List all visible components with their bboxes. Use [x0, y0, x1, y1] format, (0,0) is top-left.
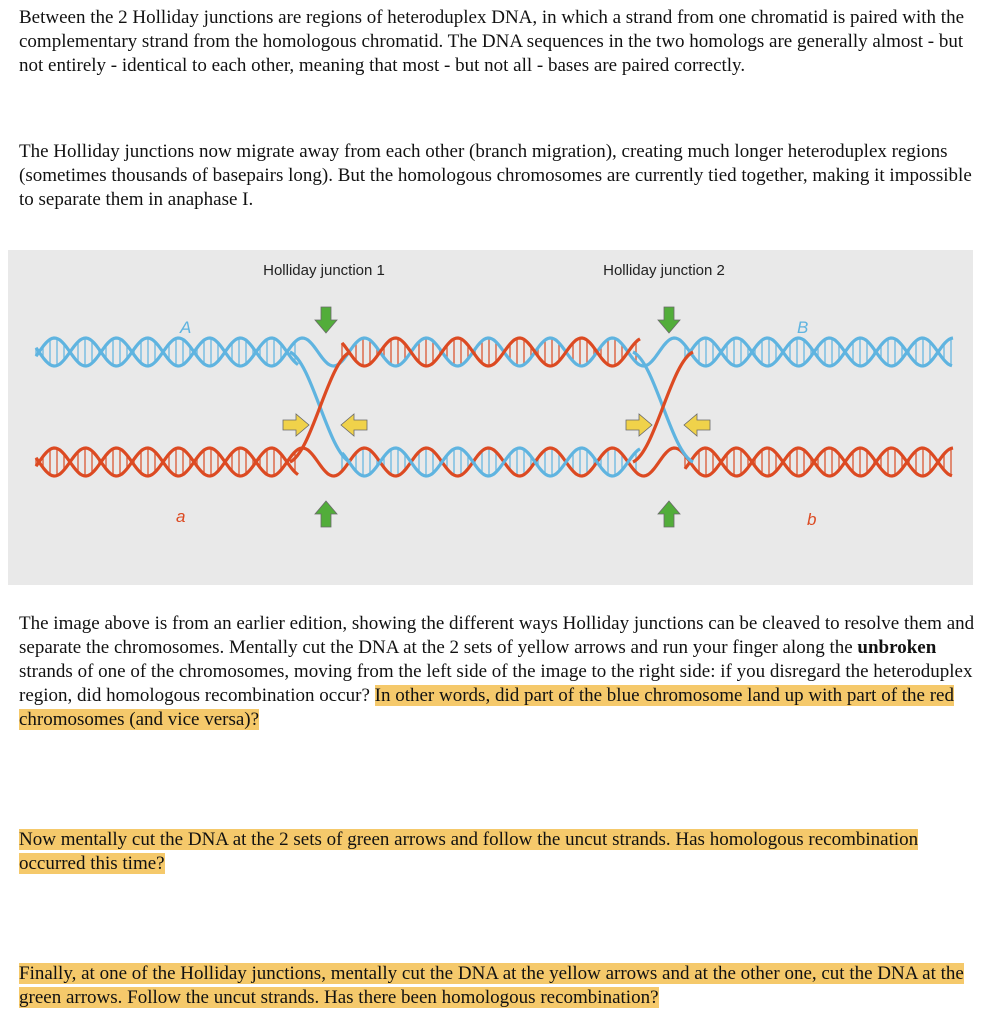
cleavage-arrows — [283, 307, 710, 527]
yellow-arrow-right-2 — [626, 414, 652, 436]
holliday-junction-1-label: Holliday junction 1 — [263, 262, 385, 279]
p3-text-2: strands of one of the chromosomes, moving from the left side of the image to the right side: if you disregard the heteroduplex region, did homologous recombination occur? — [19, 661, 973, 706]
allele-B-label: B — [797, 318, 809, 337]
green-arrow-down-1 — [315, 307, 337, 333]
paragraph-green-cut — [19, 828, 981, 876]
dna-diagram — [8, 250, 973, 585]
question-blue-red: In other words, did part of the blue chromosome land up with part of the red chromosomes (and vice versa)? — [19, 685, 954, 730]
green-arrow-up-1 — [315, 501, 337, 527]
holliday-junction-1-crossover — [290, 352, 350, 462]
paragraph-yellow-cut — [19, 612, 981, 732]
paragraph-heteroduplex: Between the 2 Holliday junctions are regions of heteroduplex DNA, in which a strand from one chromatid is paired with the complementary strand from the homologous chromatid. The DNA sequences in the two homologs are generally almost - but not entirely - identical to each other, meaning that most - but not all - bases are paired correctly. — [19, 7, 964, 76]
holliday-junction-2-label: Holliday junction 2 — [603, 262, 725, 279]
green-arrow-down-2 — [658, 307, 680, 333]
paragraph-branch-migration: The Holliday junctions now migrate away from each other (branch migration), creating much longer heteroduplex regions (sometimes thousands of basepairs long). But the homologous chromosomes are currently tied together, making it impossible to separate them in anaphase I. — [19, 141, 972, 210]
allele-a-label: a — [176, 507, 186, 526]
yellow-arrow-left-1 — [341, 414, 367, 436]
yellow-arrow-right-1 — [283, 414, 309, 436]
holliday-junction-2-crossover — [633, 352, 693, 462]
paragraph-mixed-cut — [19, 962, 981, 1010]
p3-bold-unbroken: unbroken — [857, 637, 937, 658]
top-blue-strand-2-left — [36, 338, 298, 366]
dna-strands — [36, 338, 953, 476]
allele-A-label: A — [180, 318, 192, 337]
holliday-junction-figure — [8, 250, 973, 585]
top-right-base-pairs — [685, 338, 951, 366]
question-green-cut: Now mentally cut the DNA at the 2 sets of green arrows and follow the uncut strands. Has homologous recombination occurred this time? — [19, 829, 919, 874]
green-arrow-up-2 — [658, 501, 680, 527]
bottom-red-strand-2-left — [36, 448, 298, 476]
allele-b-label: b — [807, 510, 817, 529]
bottom-right-base-pairs — [685, 448, 951, 476]
question-mixed-cut: Finally, at one of the Holliday junctions, mentally cut the DNA at the yellow arrows and at the other one, cut the DNA at the green arrows. Follow the uncut strands. Has there been homologous recombination? — [19, 963, 964, 1008]
p3-text-1: The image above is from an earlier edition, showing the different ways Holliday junctions can be cleaved to resolve them and separate the chromosomes. Mentally cut the DNA at the 2 sets of yellow arrows and run your finger along the — [19, 613, 975, 658]
yellow-arrow-left-2 — [684, 414, 710, 436]
